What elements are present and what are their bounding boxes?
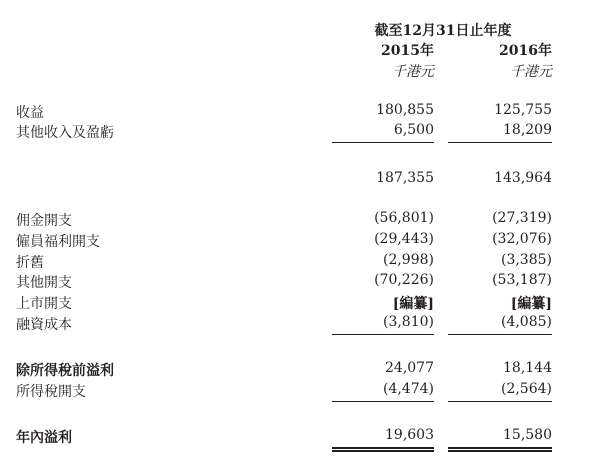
period-header: 截至12月31日止年度	[374, 23, 512, 39]
row-value-other-expenses-2016: (53,187)	[492, 272, 552, 288]
row-value-profit-before-tax-2016: 18,144	[503, 360, 552, 376]
row-value-subtotal-2015: 187,355	[376, 170, 434, 186]
row-value-finance-costs-2016: (4,085)	[500, 314, 552, 330]
row-label-employee-benefits: 僱員福利開支	[16, 234, 100, 250]
total-double-rule-2016	[448, 447, 552, 452]
row-label-profit-for-year: 年內溢利	[16, 430, 72, 446]
row-value-other-expenses-2015: (70,226)	[374, 272, 434, 288]
row-value-commission-2016: (27,319)	[492, 210, 552, 226]
row-label-finance-costs: 融資成本	[16, 317, 72, 333]
row-value-profit-for-year-2016: 15,580	[503, 427, 552, 443]
subtotal-rule-2015	[332, 142, 434, 143]
row-label-commission: 佣金開支	[16, 213, 72, 229]
row-label-other-expenses: 其他開支	[16, 275, 72, 291]
row-label-profit-before-tax: 除所得稅前溢利	[16, 363, 114, 379]
row-label-other-income: 其他收入及盈虧	[16, 125, 114, 141]
row-value-depreciation-2015: (2,998)	[382, 252, 434, 268]
row-value-commission-2015: (56,801)	[374, 210, 434, 226]
row-value-other-income-2015: 6,500	[393, 122, 434, 138]
unit-header-2015: 千港元	[392, 64, 434, 80]
row-value-listing-expenses-2015: [編纂]	[392, 296, 434, 312]
row-label-income-tax: 所得稅開支	[16, 384, 86, 400]
row-value-finance-costs-2015: (3,810)	[382, 314, 434, 330]
row-value-profit-for-year-2015: 19,603	[385, 427, 434, 443]
row-value-income-tax-2016: (2,564)	[500, 381, 552, 397]
pretax-rule-2016	[448, 334, 552, 335]
pretax-rule-2015	[332, 334, 434, 335]
row-value-employee-benefits-2016: (32,076)	[492, 231, 552, 247]
unit-header-2016: 千港元	[510, 64, 552, 80]
row-value-revenue-2015: 180,855	[376, 102, 434, 118]
row-value-listing-expenses-2016: [編纂]	[510, 296, 552, 312]
subtotal-rule-2016	[448, 142, 552, 143]
row-value-other-income-2016: 18,209	[503, 122, 552, 138]
row-value-income-tax-2015: (4,474)	[382, 381, 434, 397]
year-header-2015: 2015年	[381, 43, 434, 59]
row-label-depreciation: 折舊	[16, 255, 44, 271]
total-double-rule-2015	[332, 447, 434, 452]
row-label-listing-expenses: 上市開支	[16, 296, 72, 312]
row-label-revenue: 收益	[16, 105, 44, 121]
row-value-revenue-2016: 125,755	[494, 102, 552, 118]
row-value-depreciation-2016: (3,385)	[500, 252, 552, 268]
profit-rule-2016	[448, 401, 552, 402]
row-value-profit-before-tax-2015: 24,077	[385, 360, 434, 376]
row-value-subtotal-2016: 143,964	[494, 170, 552, 186]
row-value-employee-benefits-2015: (29,443)	[374, 231, 434, 247]
year-header-2016: 2016年	[499, 43, 552, 59]
profit-rule-2015	[332, 401, 434, 402]
